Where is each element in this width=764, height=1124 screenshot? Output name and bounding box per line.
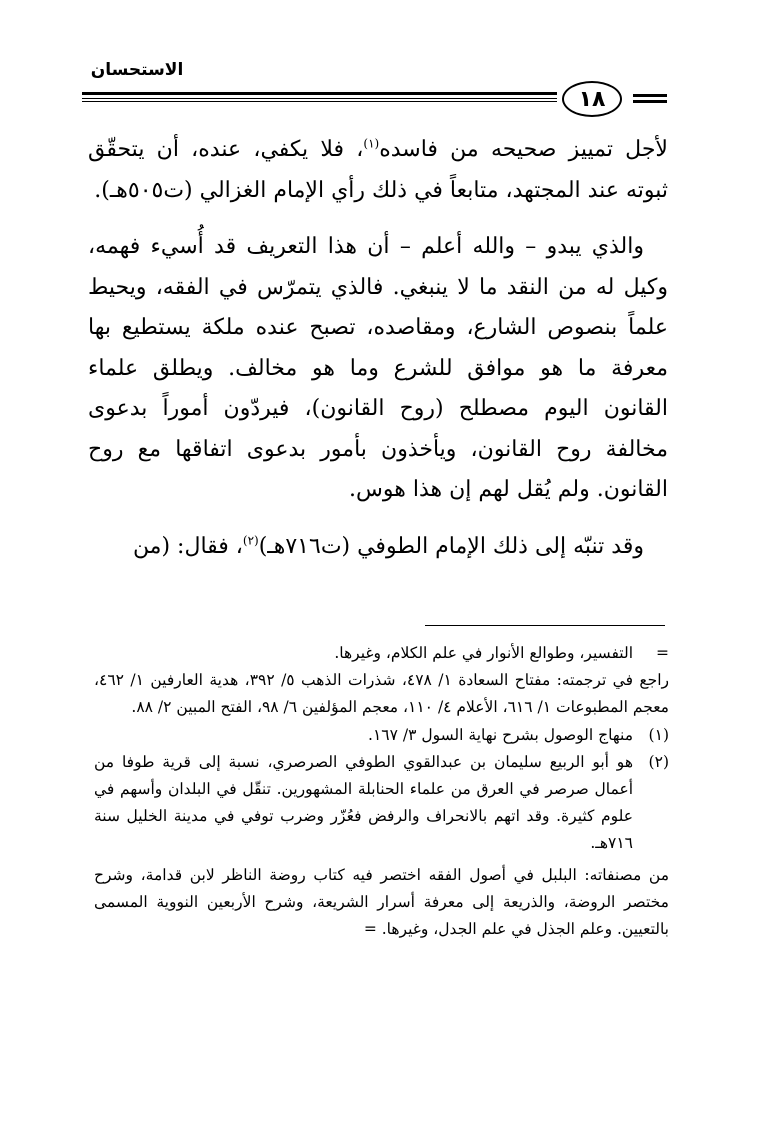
- continuation-text: التفسير، وطوالع الأنوار في علم الكلام، وغيرها.: [334, 644, 633, 662]
- footnote-2-mark: (٢): [648, 752, 669, 771]
- paragraph-1-rest: ، فلا يكفي، عنده، أن يتحقّق ثبوته عند المجتهد، متابعاً في ذلك رأي الإمام الغزالي (ت٥٠٥هـ).: [88, 137, 668, 203]
- footnote-2-works: من مصنفاته: البلبل في أصول الفقه اختصر فيه كتاب روضة الناظر لابن قدامة، وشرح مختصر الروضة، والذريعة إلى معرفة أسرار الشريعة، وشرح الأربعين النووية المسمى بالتعيين. وعلم الجذل في علم الجدل، وغيرها. =: [94, 865, 669, 939]
- footnote-sources: راجع في ترجمته: مفتاح السعادة ١/ ٤٧٨، شذرات الذهب ٥/ ٣٩٢، هدية العارفين ١/ ٤٦٢، معجم المطبوعات ١/ ٦١٦، الأعلام ٤/ ١١٠، معجم المؤلفين ٦/ ٩٨، الفتح المبين ٢/ ٨٨.: [94, 671, 669, 717]
- main-text: [88, 130, 668, 583]
- footnote-separator: [425, 625, 665, 626]
- footnote-1: [94, 722, 669, 749]
- footnote-continuation: [94, 640, 669, 667]
- page-number-text: ١٨: [578, 86, 606, 112]
- paragraph-3-rest: ، فقال: (من: [132, 533, 243, 559]
- paragraph-3-text: وقد تنبّه إلى ذلك الإمام الطوفي (ت٧١٦هـ): [258, 533, 644, 559]
- header-rule: [82, 92, 557, 95]
- footnote-1-text: منهاج الوصول بشرح نهاية السول ٣/ ١٦٧.: [368, 725, 633, 744]
- page-number: [562, 81, 622, 117]
- footnote-2-text: هو أبو الربيع سليمان بن عبدالقوي الطوفي الصرصري، نسبة إلى قرية طوفا من أعمال صرصر في العرق من علماء الحنابلة المشهورين. تنقّل في البلدان وأسهم في علوم كثيرة. وقد اتهم بالانحراف والرفض فعُزّر وضرب توفي في مدينة الخليل سنة ٧١٦هـ.: [94, 752, 633, 853]
- header-dash: [633, 94, 667, 97]
- footnote-ref-1: (١): [363, 136, 380, 151]
- footnote-2: [94, 749, 669, 858]
- paragraph-3: [88, 527, 668, 568]
- running-title: الاستحسان: [90, 60, 184, 80]
- footnote-1-mark: (١): [648, 725, 669, 744]
- header-rule: [82, 101, 557, 102]
- header-rule: [82, 98, 557, 99]
- continuation-mark: =: [656, 644, 669, 662]
- page-header: [0, 0, 764, 130]
- paragraph-2: والذي يبدو – والله أعلم – أن هذا التعريف قد أُسيء فهمه، وكيل له من النقد ما لا ينبغي. فالذي يتمرّس في الفقه، ويحيط علماً بنصوص الشارع، ومقاصده، تصبح عنده ملكة يستطيع بها معرفة ما هو موافق للشرع وما هو مخالف. ويطلق علماء القانون اليوم مصطلح (روح القانون)، فيردّون أموراً بدعوى مخالفة روح القانون، ويأخذون بأمور بدعوى اتفاقها مع روح القانون. ولم يُقل لهم إن هذا هوس.: [88, 234, 668, 502]
- paragraph-1-text: لأجل تمييز صحيحه من فاسده: [379, 137, 668, 162]
- header-dash: [633, 100, 667, 103]
- footnote-ref-2: (٢): [242, 533, 259, 548]
- paragraph-1: [88, 130, 668, 211]
- footnotes: [94, 640, 669, 943]
